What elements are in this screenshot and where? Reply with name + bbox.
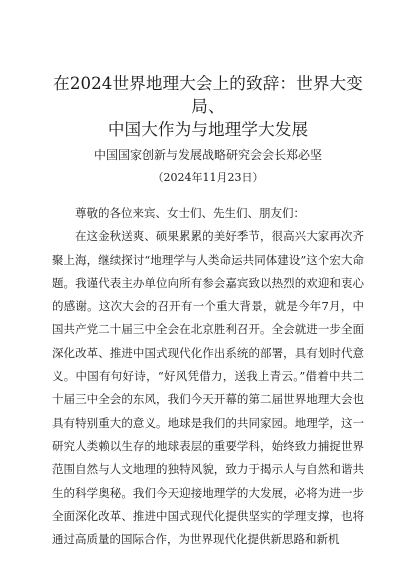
title-line-1: 在2024世界地理大会上的致辞：世界大变局、 <box>53 74 363 116</box>
paragraph: 在这金秋送爽、硕果累累的美好季节，很高兴大家再次齐聚上海，继续探讨“地理学与人类命运共同体建设”这个宏大命题。我谨代表主办单位向所有参会嘉宾致以热烈的欢迎和衷心的感谢。这次大会的召开有一个重大背景，就是今年7月，中国共产党二十届三中全会在北京胜利召开。全会就进一步全面深化改革、推进中国式现代化作出系统的部署，具有划时代意义。中国有句好诗，“好风凭借力，送我上青云。”借着中共二十届三中全会的东风，我们今天开幕的第二届世界地理大会也具有特别重大的意义。地球是我们的共同家园。地理学，这一研究人类赖以生存的地球表层的重要学科，始终致力捕捉世界范围自然与人文地理的独特风貌，致力于揭示人与自然和谐共生的科学奥秘。我们今天迎接地理学的大发展，必将为进一步全面深化改革、推进中国式现代化提供坚实的学理支撑，也将通过高质量的国际合作，为世界现代化提供新思路和新机 <box>52 229 364 547</box>
author-line: 中国国家创新与发展战略研究会会长郑必坚 <box>93 148 322 162</box>
speech-body <box>52 202 364 551</box>
document-title <box>52 72 364 141</box>
speech-date: （2024年11月23日） <box>152 171 264 184</box>
title-line-2: 中国大作为与地理学大发展 <box>107 120 309 139</box>
greeting: 尊敬的各位来宾、女士们、先生们、朋友们： <box>75 206 305 220</box>
